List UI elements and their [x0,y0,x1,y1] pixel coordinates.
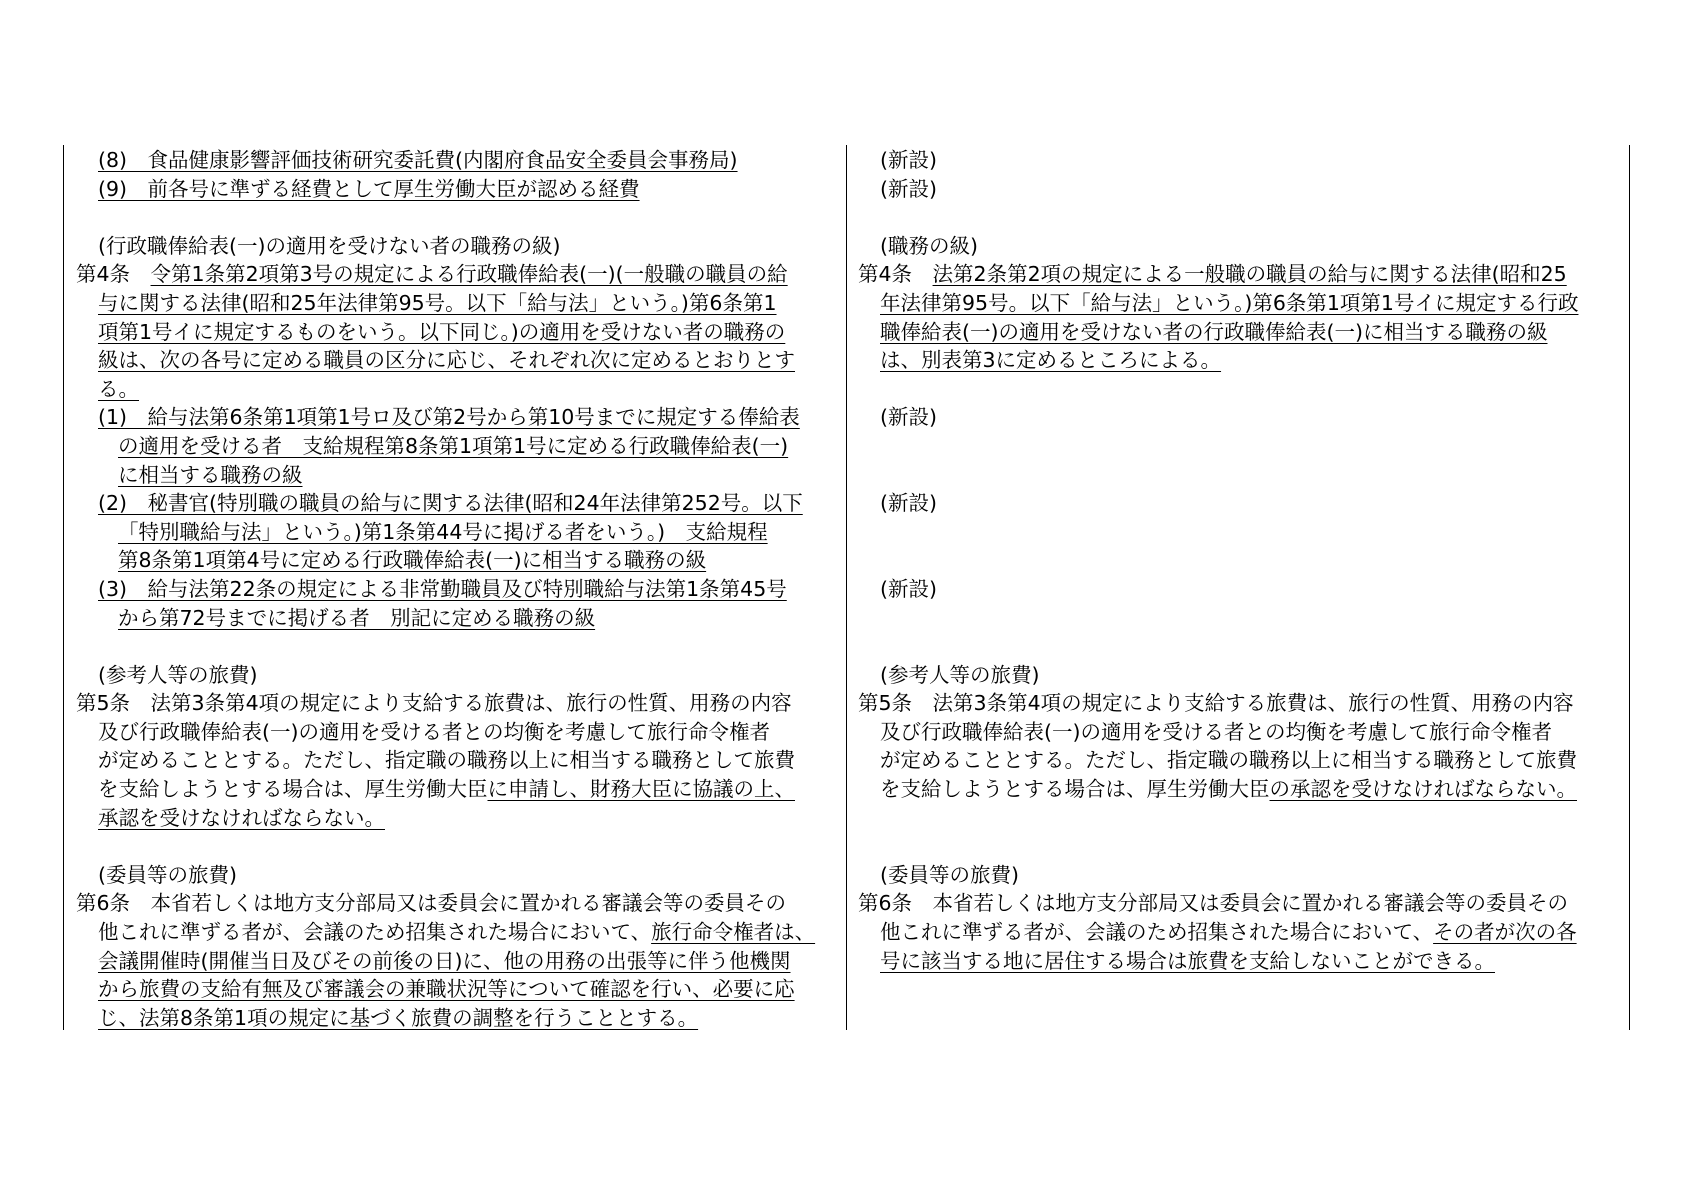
revised-text-column [76,146,838,1032]
article-6-line-1: 第6条 本省若しくは地方支分部局又は委員会に置かれる審議会等の委員その [858,891,1569,916]
article-4-item-3-line-1-text: (3) 給与法第22条の規定による非常勤職員及び特別職給与法第1条第45号 [98,576,787,601]
article-4-line-4 [858,346,1620,375]
column-divider-left [63,145,64,1030]
article-4-heading: (職務の級) [880,233,978,258]
article-4-item-2-line-3 [76,546,838,575]
article-6-line-3 [76,947,838,976]
article-4-item-1-line-1-text: (1) 給与法第6条第1項第1号ロ及び第2号から第10号までに規定する俸給表 [98,405,800,430]
article-5-heading: (参考人等の旅費) [98,662,258,687]
article-5-line-4-amended: に申請し、財務大臣に協議の上、 [487,777,795,802]
article-6-line-3-text: 会議開催時(開催当日及びその前後の日)に、他の用務の出張等に伴う他機関 [98,948,791,973]
article-4-item-3-line-2-text: から第72号までに掲げる者 別記に定める職務の級 [118,605,596,630]
article-5-line-5 [76,804,838,833]
article-4-line-1 [76,260,838,289]
column-divider-right [1629,145,1630,1030]
article-4-item-2-line-1 [76,489,838,518]
article-6-line-5 [76,1004,838,1033]
article-4-line-2-text: 与に関する法律(昭和25年法律第95号。以下「給与法」という。)第6条第1 [98,290,777,315]
article-4-item-2-line-1-text: (2) 秘書官(特別職の職員の給与に関する法律(昭和24年法律第252号。以下 [98,491,803,516]
article-4-item-2-line-2 [76,518,838,547]
article-4-line-2-text: 年法律第95号。以下「給与法」という。)第6条第1項第1号イに規定する行政 [880,290,1579,315]
column-divider-middle [846,145,847,1030]
article-4-line-1-text: 法第2条第2項の規定による一般職の職員の給与に関する法律(昭和25 [932,262,1567,287]
article-5-heading: (参考人等の旅費) [880,662,1040,687]
new-provision-note-5: (新設) [880,576,937,601]
item-8-text: (8) 食品健康影響評価技術研究委託費(内閣府食品安全委員会事務局) [98,148,738,172]
article-5-line-4-amended: の承認を受けなければならない。 [1269,777,1577,802]
article-4-line-2 [76,289,838,318]
article-6-line-2-plain: 他これに準ずる者が、会議のため招集された場合において、 [98,920,652,945]
article-5-line-1: 第5条 法第3条第4項の規定により支給する旅費は、旅行の性質、用務の内容 [858,691,1574,716]
article-4-line-5-text: る。 [98,376,139,401]
article-6-line-5-text: じ、法第8条第1項の規定に基づく旅費の調整を行うこととする。 [98,1005,699,1030]
article-6-line-4 [76,975,838,1004]
article-4-line-3-text: 項第1号イに規定するものをいう。以下同じ。)の適用を受けない者の職務の [98,319,786,344]
article-4-item-3-line-2 [76,604,838,633]
article-4-line-4-text: は、別表第3に定めるところによる。 [880,348,1222,373]
article-6-line-2 [76,918,838,947]
new-provision-note-2: (新設) [880,176,937,201]
article-6-line-1: 第6条 本省若しくは地方支分部局又は委員会に置かれる審議会等の委員その [76,891,787,916]
article-5-line-2: 及び行政職俸給表(一)の適用を受ける者との均衡を考慮して旅行命令権者 [98,719,770,744]
article-5-line-1: 第5条 法第3条第4項の規定により支給する旅費は、旅行の性質、用務の内容 [76,691,792,716]
article-4-line-4-text: 級は、次の各号に定める職員の区分に応じ、それぞれ次に定めるとおりとす [98,348,795,373]
article-4-item-2-line-3-text: 第8条第1項第4号に定める行政職俸給表(一)に相当する職務の級 [118,548,707,573]
article-4-item-2-line-2-text: 「特別職給与法」という。)第1条第44号に掲げる者をいう。) 支給規程 [118,519,768,544]
article-4-line-5 [76,375,838,404]
article-4-item-1-line-2-text: の適用を受ける者 支給規程第8条第1項第1号に定める行政職俸給表(一) [118,433,789,458]
new-provision-note-3: (新設) [880,405,937,430]
article-5-line-5-text: 承認を受けなければならない。 [98,805,385,830]
article-4-lead: 第4条 [76,262,151,287]
article-4-line-3 [858,318,1620,347]
article-4-item-1-line-2 [76,432,838,461]
article-4-line-4 [76,346,838,375]
article-4-line-2 [858,289,1620,318]
article-5-line-3: が定めることとする。ただし、指定職の職務以上に相当する職務として旅費 [98,748,795,773]
article-6-heading: (委員等の旅費) [98,862,237,887]
article-6-line-2-amended: その者が次の各 [1433,920,1577,945]
item-9 [76,175,838,204]
article-5-line-3: が定めることとする。ただし、指定職の職務以上に相当する職務として旅費 [880,748,1577,773]
article-4-item-1-line-1 [76,403,838,432]
article-6-line-2 [858,918,1620,947]
article-4-item-1-line-3 [76,461,838,490]
article-5-line-2: 及び行政職俸給表(一)の適用を受ける者との均衡を考慮して旅行命令権者 [880,719,1552,744]
article-4-line-3 [76,318,838,347]
article-4-heading: (行政職俸給表(一)の適用を受けない者の職務の級) [98,233,561,258]
article-5-line-4-plain: を支給しようとする場合は、厚生労働大臣 [880,777,1270,802]
article-6-line-4-text: から旅費の支給有無及び審議会の兼職状況等について確認を行い、必要に応 [98,977,795,1002]
article-6-line-3 [858,947,1620,976]
new-provision-note-1: (新設) [880,148,937,172]
article-5-line-4 [858,775,1620,804]
current-text-column [858,146,1620,975]
article-6-heading: (委員等の旅費) [880,862,1019,887]
article-4-line-3-text: 職俸給表(一)の適用を受けない者の行政職俸給表(一)に相当する職務の級 [880,319,1548,344]
article-4-line-1 [858,260,1620,289]
article-6-line-3-text: 号に該当する地に居住する場合は旅費を支給しないことができる。 [880,948,1495,973]
article-5-line-4-plain: を支給しようとする場合は、厚生労働大臣 [98,777,488,802]
new-provision-note-4: (新設) [880,491,937,516]
article-6-line-2-plain: 他これに準ずる者が、会議のため招集された場合において、 [880,920,1434,945]
item-8 [76,146,838,175]
article-4-item-3-line-1 [76,575,838,604]
article-4-line-1-text: 令第1条第2項第3号の規定による行政職俸給表(一)(一般職の職員の給 [150,262,788,287]
article-4-lead: 第4条 [858,262,933,287]
article-6-line-2-amended: 旅行命令権者は、 [651,920,816,945]
article-5-line-4 [76,775,838,804]
item-9-text: (9) 前各号に準ずる経費として厚生労働大臣が認める経費 [98,176,640,201]
article-4-item-1-line-3-text: に相当する職務の級 [118,462,303,487]
